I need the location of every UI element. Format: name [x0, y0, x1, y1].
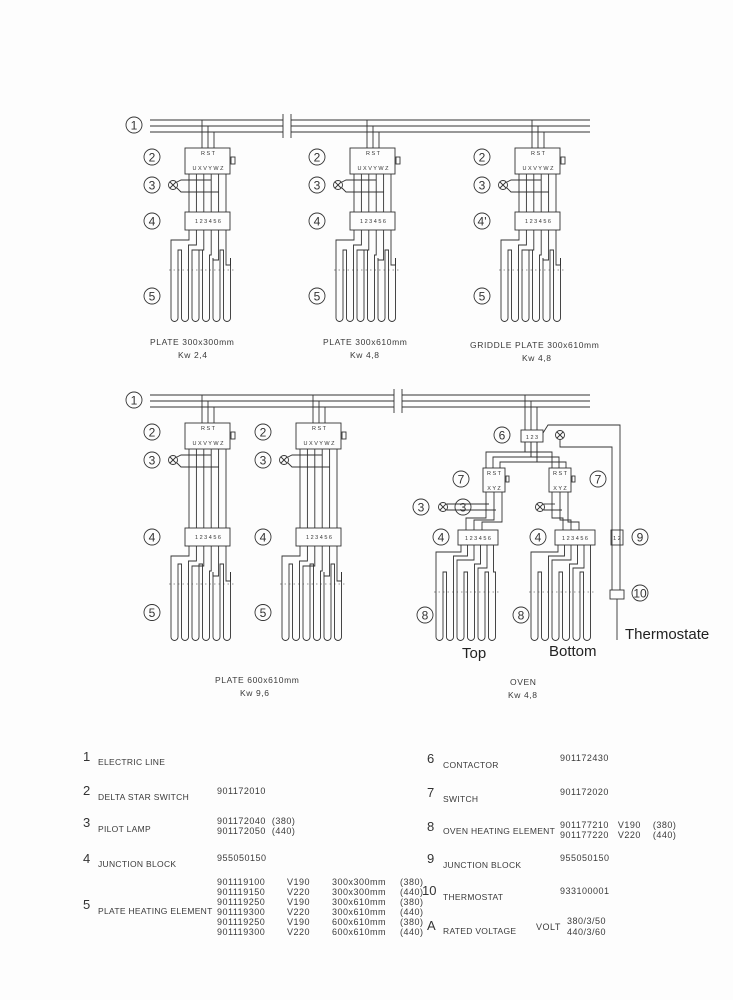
heating-element [213, 572, 220, 641]
voltage: V220 [287, 907, 311, 917]
callout-number: 5 [313, 289, 321, 304]
oven-heating-element [552, 580, 559, 641]
callout-number: 5 [148, 289, 156, 304]
lamp-wire [177, 180, 211, 182]
legend-4-label: JUNCTION BLOCK [98, 859, 177, 869]
supply: (380) [400, 917, 424, 927]
oven-heating-element [468, 580, 475, 641]
oven-bottom-label: Bottom [549, 643, 597, 660]
heating-element [171, 258, 178, 322]
heating-element [178, 250, 182, 258]
heating-element [182, 258, 189, 322]
oven-supply-wire [486, 442, 525, 468]
legend-4-number: 4 [83, 851, 91, 866]
supply: (380) [400, 897, 424, 907]
size: 300x300mm [332, 887, 387, 897]
callout-number: 2 [259, 425, 267, 440]
lamp-wire [288, 455, 322, 457]
terminal-labels: U X V Y W Z [192, 166, 224, 172]
switch-knob-icon [396, 157, 400, 164]
heating-element [385, 250, 389, 258]
heating-element [293, 572, 300, 641]
element-wire [475, 545, 481, 580]
switch-knob-icon [561, 157, 565, 164]
terminal-labels: U X V Y W Z [192, 441, 224, 447]
terminal-labels: U X V Y W Z [522, 166, 554, 172]
element-wire [391, 230, 396, 265]
oven-heating-element [538, 572, 542, 580]
legend-a-code-1: 380/3/50 [567, 916, 607, 926]
oven-heating-element [580, 572, 584, 580]
terminal-labels: 1 2 3 [525, 435, 539, 441]
callout-number: 3 [478, 178, 486, 193]
heating-element [224, 258, 231, 322]
heating-element [364, 250, 368, 258]
legend-2-number: 2 [83, 783, 91, 798]
legend-5-label: PLATE HEATING ELEMENT [98, 906, 213, 916]
plate-element-row [217, 877, 434, 887]
callout-number: 3 [148, 453, 156, 468]
callout-number: 1 [130, 118, 138, 133]
lamp-wire [177, 455, 211, 457]
terminal-labels: 1 2 3 4 5 6 [525, 219, 551, 225]
legend-6-code: 901172430 [560, 753, 609, 763]
oven-heating-element [489, 580, 496, 641]
caption-plate-large-power: Kw 9,6 [240, 688, 270, 698]
heating-element [289, 564, 293, 572]
part-number: 901119300 [217, 927, 266, 937]
terminal-labels: R S T [366, 151, 380, 157]
terminal-labels: R S T [201, 426, 215, 432]
terminal-labels: R S T [487, 471, 501, 477]
heating-element [347, 258, 354, 322]
terminal-labels: 1 2 3 4 5 6 [195, 535, 221, 541]
element-wire [494, 545, 496, 580]
switch-wire [482, 492, 502, 530]
switch-wire [568, 492, 579, 530]
heating-element [335, 572, 342, 641]
terminal-labels: R S T [531, 151, 545, 157]
heating-element [522, 258, 529, 322]
heating-element [192, 572, 199, 641]
lamp-wire [507, 180, 541, 182]
oven-supply-wire [525, 442, 552, 468]
element-wire [210, 546, 212, 572]
legend-3-number: 3 [83, 815, 91, 830]
element-wire [213, 230, 219, 260]
terminal-labels: 1 2 3 4 5 6 [195, 219, 221, 225]
heating-element [192, 258, 199, 322]
voltage: V190 [287, 877, 311, 887]
heating-element [203, 258, 210, 322]
plate-element-row [217, 927, 434, 937]
thermostat-label: Thermostate [625, 626, 710, 643]
legend-2-code: 901172010 [217, 786, 266, 796]
heating-element [199, 250, 203, 258]
element-wire [457, 545, 474, 580]
oven-heating-element [443, 572, 447, 580]
element-wire [378, 230, 384, 260]
heating-element [203, 572, 210, 641]
legend-10-code: 933100001 [560, 886, 610, 896]
terminal-labels: R S T [312, 426, 326, 432]
callout-number: 5 [259, 606, 267, 620]
switch-knob-icon [342, 432, 346, 439]
caption-plate-2-power: Kw 4,8 [350, 350, 380, 360]
lamp-wire [342, 188, 384, 192]
element-wire [543, 230, 549, 260]
oven-supply-wire [537, 442, 566, 468]
element-wire [522, 230, 534, 258]
caption-plate-large-title: PLATE 600x610mm [215, 675, 300, 685]
heating-element [331, 564, 335, 572]
supply: (440) [400, 907, 424, 917]
size: 600x610mm [332, 927, 387, 937]
element-wire [501, 230, 519, 258]
heating-element [171, 572, 178, 641]
oven-heating-element [531, 580, 538, 641]
callout-number: 6 [498, 428, 506, 443]
element-wire [324, 546, 330, 576]
switch-knob-icon [506, 476, 509, 482]
switch-wire [552, 492, 563, 530]
caption-plate-2-title: PLATE 300x610mm [323, 337, 408, 347]
element-wire [213, 546, 219, 576]
supply: (440) [400, 927, 424, 937]
plate-element-row [217, 887, 434, 897]
caption-griddle-power: Kw 4,8 [522, 353, 552, 363]
callout-number: 3 [459, 500, 467, 515]
oven-heating-element [447, 580, 454, 641]
legend-9-label: JUNCTION BLOCK [443, 860, 522, 870]
callout-number: 7 [594, 472, 602, 487]
heating-element [282, 572, 289, 641]
heating-element [178, 564, 182, 572]
oven-heating-element [542, 580, 549, 641]
thermostat-wire [543, 425, 620, 590]
voltage: V220 [287, 927, 311, 937]
legend-3-code-2: 901172050 (440) [217, 826, 296, 836]
element-wire [540, 230, 542, 258]
switch-wire [560, 492, 571, 530]
heating-element [368, 258, 375, 322]
legend-7-label: SWITCH [443, 794, 479, 804]
element-wire [337, 546, 342, 581]
part-number: 901119250 [217, 897, 266, 907]
callout-number: 1 [130, 393, 138, 408]
element-wire [303, 546, 315, 572]
switch-wire [474, 492, 494, 530]
caption-oven-power: Kw 4,8 [508, 690, 538, 700]
oven-heating-element [563, 580, 570, 641]
oven-heating-element [584, 580, 591, 641]
legend-2-label: DELTA STAR SWITCH [98, 792, 190, 802]
oven-heating-element [436, 580, 443, 641]
part-number: 901119100 [217, 877, 266, 887]
legend-5-number: 5 [83, 897, 91, 912]
supply: (440) [400, 887, 424, 897]
element-wire [321, 546, 323, 572]
callout-number: 4 [148, 214, 156, 229]
callout-number: 2 [478, 150, 486, 165]
heating-element [199, 564, 203, 572]
legend-7-number: 7 [427, 785, 435, 800]
callout-number: 4 [313, 214, 321, 229]
terminal-labels: R S T [201, 151, 215, 157]
heating-element [220, 250, 224, 258]
element-wire [282, 546, 300, 572]
heating-element [512, 258, 519, 322]
supply: (380) [400, 877, 424, 887]
oven-supply-wire [531, 442, 559, 468]
legend-1-label: ELECTRIC LINE [98, 757, 166, 767]
voltage: V190 [287, 897, 311, 907]
heating-element [213, 258, 220, 322]
terminal-labels: U X V Y W Z [303, 441, 335, 447]
terminal-labels: 1 2 [613, 536, 621, 542]
legend-9-code: 955050150 [560, 853, 610, 863]
heating-element [501, 258, 508, 322]
legend-3-label: PILOT LAMP [98, 824, 151, 834]
callout-number: 4' [477, 214, 487, 229]
plate-element-row [217, 907, 434, 917]
switch-wire [466, 492, 486, 530]
legend-8-number: 8 [427, 819, 435, 834]
legend-8-code-2: 901177220 V220 (440) [560, 830, 677, 840]
element-wire [552, 545, 571, 580]
element-wire [478, 545, 487, 580]
caption-oven-title: OVEN [510, 677, 537, 687]
size: 300x610mm [332, 907, 387, 917]
legend-a-number: A [427, 918, 436, 933]
callout-number: 10 [633, 586, 647, 601]
callout-number: 9 [636, 530, 644, 545]
lamp-wire [507, 188, 549, 192]
element-wire [375, 230, 377, 258]
legend-8-label: OVEN HEATING ELEMENT [443, 826, 556, 836]
heating-element [357, 258, 364, 322]
lamp-wire [177, 188, 219, 192]
oven-heating-element [478, 580, 485, 641]
voltage: V190 [287, 917, 311, 927]
element-wire [531, 545, 558, 580]
legend-6-label: CONTACTOR [443, 760, 499, 770]
callout-number: 8 [421, 608, 429, 623]
element-wire [192, 546, 204, 572]
element-wire [573, 545, 584, 580]
switch-knob-icon [572, 476, 575, 482]
size: 300x610mm [332, 897, 387, 907]
heating-element [314, 572, 321, 641]
callout-number: 2 [148, 425, 156, 440]
terminal-labels: X Y Z [487, 486, 501, 492]
heating-element [543, 258, 550, 322]
terminal-labels: U X V Y W Z [357, 166, 389, 172]
heating-element [508, 250, 512, 258]
heating-element [378, 258, 385, 322]
element-wire [171, 546, 189, 572]
terminal-labels: R S T [553, 471, 567, 477]
element-wire [192, 230, 204, 258]
heating-element [324, 572, 331, 641]
caption-griddle-title: GRIDDLE PLATE 300x610mm [470, 340, 600, 350]
legend-4-code: 955050150 [217, 853, 267, 863]
heating-element [310, 564, 314, 572]
terminal-labels: X Y Z [553, 486, 567, 492]
size: 600x610mm [332, 917, 387, 927]
part-number: 901119150 [217, 887, 266, 897]
legend-5-table [217, 877, 437, 937]
legend-a-unit: VOLT [536, 922, 561, 932]
terminal-labels: 1 2 3 4 5 6 [465, 536, 491, 542]
element-wire [454, 545, 468, 580]
element-wire [210, 230, 212, 258]
heating-element [220, 564, 224, 572]
element-wire [226, 546, 231, 581]
heating-element [303, 572, 310, 641]
legend-10-label: THERMOSTAT [443, 892, 504, 902]
caption-plate-1-power: Kw 2,4 [178, 350, 208, 360]
lamp-wire [288, 463, 330, 467]
callout-number: 2 [148, 150, 156, 165]
lamp-wire [342, 180, 376, 182]
heating-element [224, 572, 231, 641]
voltage: V220 [287, 887, 311, 897]
heating-element [389, 258, 396, 322]
legend-1-number: 1 [83, 749, 91, 764]
heating-element [550, 250, 554, 258]
callout-number: 3 [417, 500, 425, 515]
legend-9-number: 9 [427, 851, 435, 866]
element-wire [336, 230, 354, 258]
callout-number: 5 [478, 289, 486, 304]
terminal-labels: 1 2 3 4 5 6 [562, 536, 588, 542]
switch-knob-icon [231, 432, 235, 439]
lamp-wire [177, 463, 219, 467]
plate-element-row [217, 897, 434, 907]
legend-a-label: RATED VOLTAGE [443, 926, 517, 936]
callout-number: 3 [148, 178, 156, 193]
callout-number: 4 [259, 530, 267, 545]
heating-element [533, 258, 540, 322]
callout-number: 4 [437, 530, 445, 545]
oven-heating-element [457, 580, 464, 641]
legend-7-code: 901172020 [560, 787, 609, 797]
heating-element [554, 258, 561, 322]
callout-number: 3 [313, 178, 321, 193]
plate-element-row [217, 917, 434, 927]
callout-number: 5 [148, 606, 156, 620]
terminal-labels: 1 2 3 4 5 6 [306, 535, 332, 541]
heating-element [343, 250, 347, 258]
thermostat [610, 590, 624, 599]
callout-number: 4 [534, 530, 542, 545]
oven-heating-element [464, 572, 468, 580]
element-wire [171, 230, 189, 258]
part-number: 901119250 [217, 917, 266, 927]
element-wire [226, 230, 231, 265]
caption-plate-1-title: PLATE 300x300mm [150, 337, 235, 347]
legend-3-code-1: 901172040 (380) [217, 816, 296, 826]
callout-number: 4 [148, 530, 156, 545]
legend-8-code-1: 901177210 V190 (380) [560, 820, 677, 830]
oven-heating-element [485, 572, 489, 580]
oven-heating-element [559, 572, 563, 580]
part-number: 901119300 [217, 907, 266, 917]
callout-number: 7 [457, 472, 465, 487]
legend-10-number: 10 [422, 883, 437, 898]
oven-heating-element [573, 580, 580, 641]
callout-number: 2 [313, 150, 321, 165]
callout-number: 8 [517, 608, 525, 623]
callout-number: 3 [259, 453, 267, 468]
switch-knob-icon [231, 157, 235, 164]
element-wire [556, 230, 561, 265]
oven-top-label: Top [462, 645, 487, 662]
heating-element [336, 258, 343, 322]
terminal-labels: 1 2 3 4 5 6 [360, 219, 386, 225]
element-wire [357, 230, 369, 258]
size: 300x300mm [332, 877, 387, 887]
legend-a-code-2: 440/3/60 [567, 927, 607, 937]
heating-element [529, 250, 533, 258]
heating-element [182, 572, 189, 641]
legend-6-number: 6 [427, 751, 435, 766]
